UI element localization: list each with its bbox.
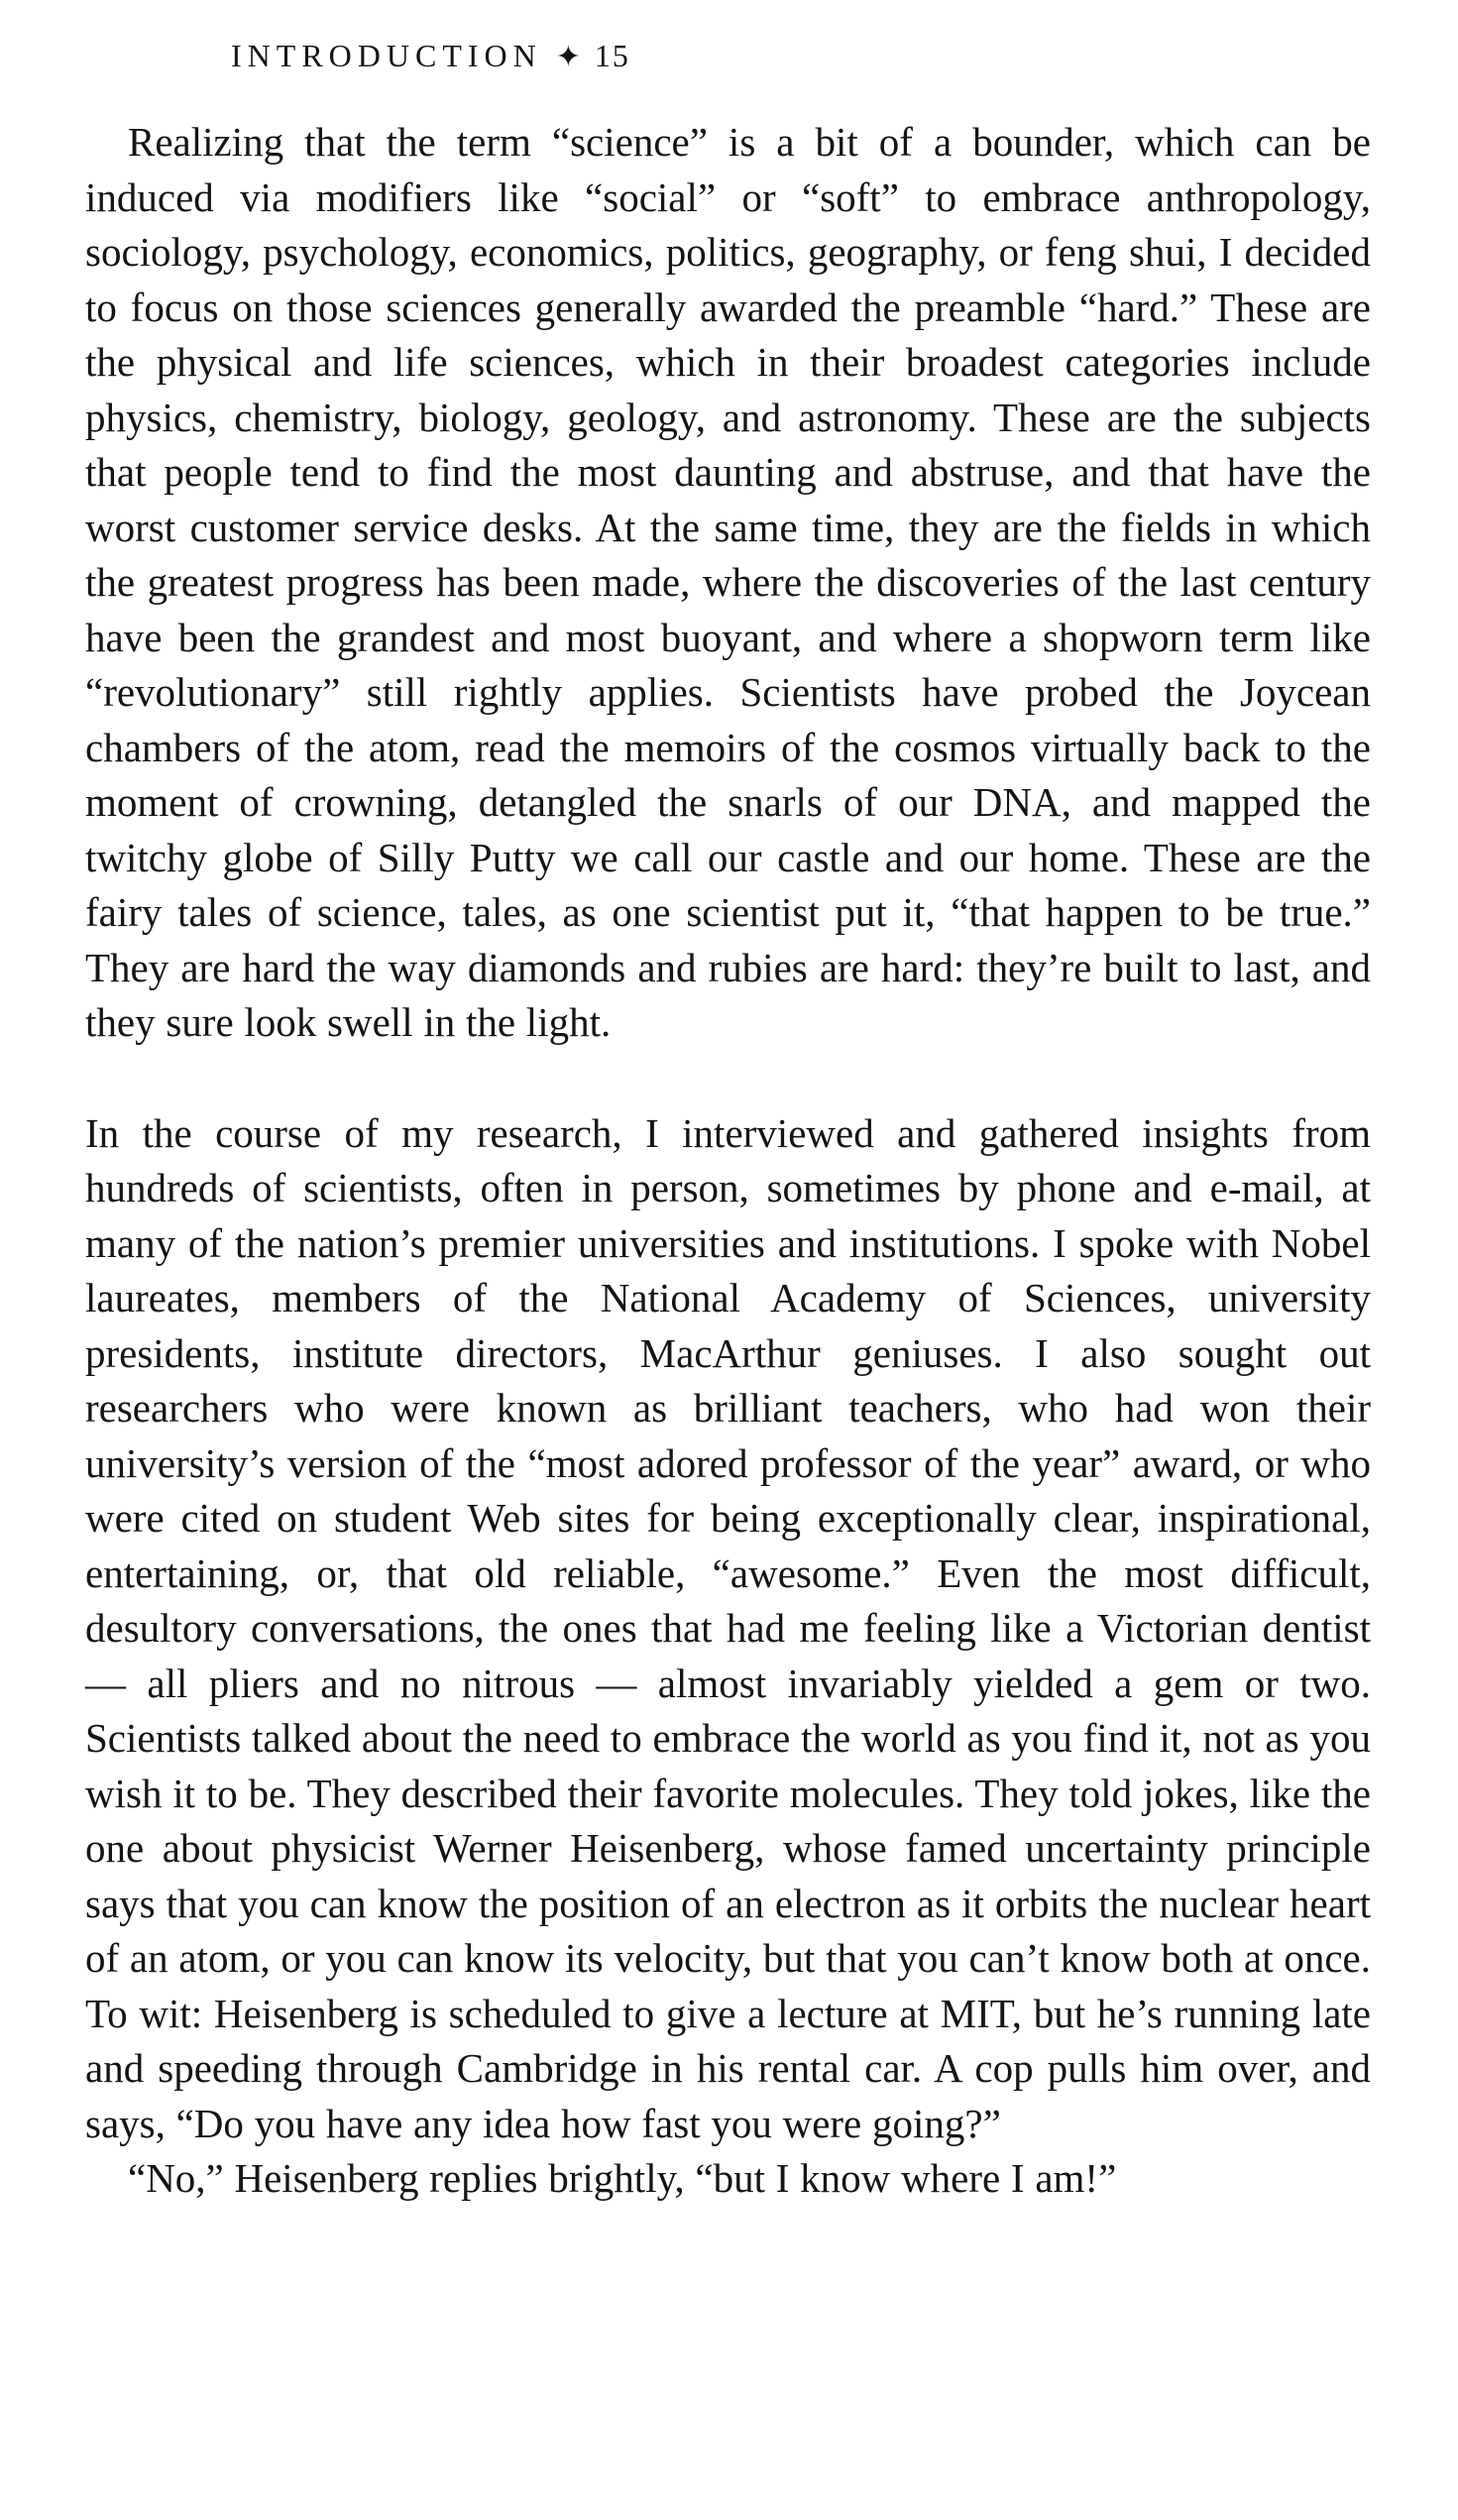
page-number: 15 — [594, 38, 630, 73]
paragraph-heisenberg-reply: “No,” Heisenberg replies brightly, “but I know where I am!” — [128, 2155, 1117, 2201]
body-text — [85, 115, 1371, 2207]
paragraph-research: In the course of my research, I interviewed and gathered insights from hundreds of scientists, often in person, sometimes by phone and e-mail, at many of the nation’s premier universities and institutions. I spoke with Nobel laureates, members of the National Academy of Sciences, university presidents, institute directors, MacArthur geniuses. I also sought out researchers who were known as brilliant teachers, who had won their university’s version of the “most adored professor of the year” award, or who were cited on student Web sites for being exceptionally clear, inspirational, entertaining, or, that old reliable, “awesome.” Even the most difficult, desultory conversations, the ones that had me feeling like a Victorian dentist — all pliers and no nitrous — almost invariably yielded a gem or two. Scientists talked about the need to embrace the world as you find it, not as you wish it to be. They described their favorite molecules. They told jokes, like the one about physicist Werner Heisenberg, whose famed uncertainty principle says that you can know the position of an electron as it orbits the nuclear heart of an atom, or you can know its velocity, but that you can’t know both at once. To wit: Heisenberg is scheduled to give a lecture at MIT, but he’s running late and speeding through Cambridge in his rental car. A cop pulls him over, and says, “Do you have any idea how fast you were going?” — [85, 1109, 1371, 2146]
paragraph-hard-sciences: Realizing that the term “science” is a bit of a bounder, which can be induced via modifiers like “social” or “soft” to embrace anthropology, sociology, psychology, economics, politics, geography, or feng shui, I decided to focus on those sciences generally awarded the preamble “hard.” These are the physical and life sciences, which in their broadest categories include physics, chemistry, biology, geology, and astronomy. These are the subjects that people tend to find the most daunting and abstruse, and that have the worst customer service desks. At the same time, they are the fields in which the greatest progress has been made, where the discoveries of the last century have been the grandest and most buoyant, and where a shopworn term like “revolutionary” still rightly applies. Scientists have probed the Joycean chambers of the atom, read the memoirs of the cosmos virtually back to the moment of crowning, detangled the snarls of our DNA, and mapped the twitchy globe of Silly Putty we call our castle and our home. These are the fairy tales of science, tales, as one scientist put it, “that happen to be true.” They are hard the way diamonds and rubies are hard: they’re built to last, and they sure look swell in the light. — [85, 119, 1371, 1045]
ornament-icon: ✦ — [555, 41, 581, 73]
running-head-section: INTRODUCTION — [231, 38, 542, 73]
running-head — [231, 32, 630, 81]
